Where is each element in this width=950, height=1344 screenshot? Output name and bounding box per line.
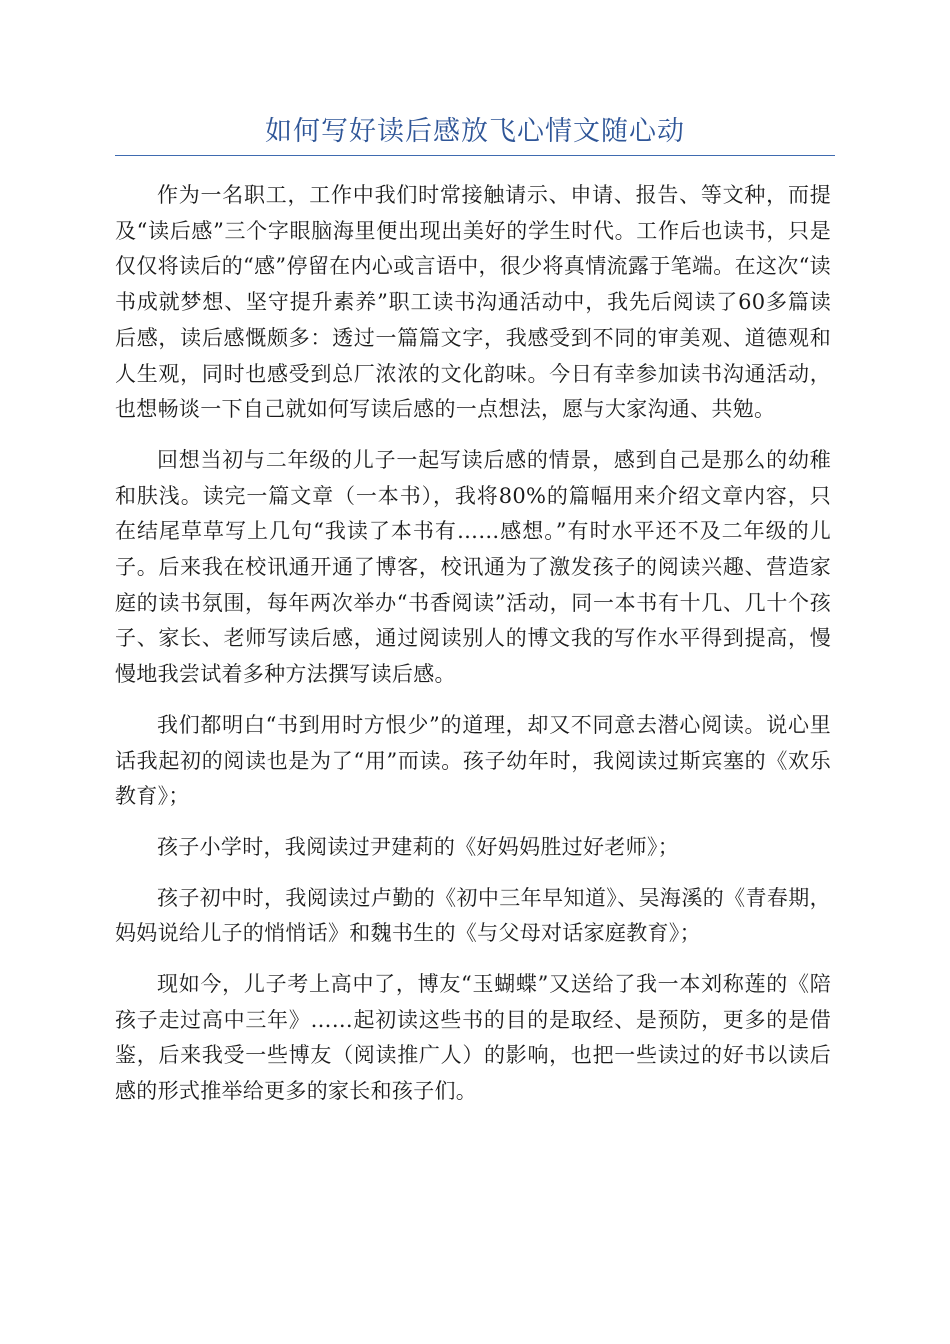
paragraph-3: 我们都明白“书到用时方恨少”的道理，却又不同意去潜心阅读。说心里话我起初的阅读也是为了“用”而读。孩子幼年时，我阅读过斯宾塞的《欢乐教育》； bbox=[115, 712, 831, 809]
paragraph-1: 作为一名职工，工作中我们时常接触请示、申请、报告、等文种，而提及“读后感”三个字眼脑海里便出现出美好的学生时代。工作后也读书，只是仅仅将读后的“感”停留在内心或言语中，很少将真情流露于笔端。在这次“读书成就梦想、坚守提升素养”职工读书沟通活动中，我先后阅读了60多篇读后感，读后感慨颇多：透过一篇篇文字，我感受到不同的审美观、道德观和人生观，同时也感受到总厂浓浓的文化韵味。今日有幸参加读书沟通活动，也想畅谈一下自己就如何写读后感的一点想法，愿与大家沟通、共勉。 bbox=[115, 183, 831, 422]
paragraph-5: 孩子初中时，我阅读过卢勤的《初中三年早知道》、吴海溪的《青春期，妈妈说给儿子的悄悄话》和魏书生的《与父母对话家庭教育》； bbox=[115, 885, 831, 946]
paragraph-2: 回想当初与二年级的儿子一起写读后感的情景，感到自己是那么的幼稚和肤浅。读完一篇文章（一本书），我将80%的篇幅用来介绍文章内容，只在结尾草草写上几句“我读了本书有……感想。”有时水平还不及二年级的儿子。后来我在校讯通开通了博客，校讯通为了激发孩子的阅读兴趣、营造家庭的读书氛围，每年两次举办“书香阅读”活动，同一本书有十几、几十个孩子、家长、老师写读后感，通过阅读别人的博文我的写作水平得到提高，慢慢地我尝试着多种方法撰写读后感。 bbox=[115, 447, 831, 687]
paragraph-6: 现如今，儿子考上高中了，博友“玉蝴蝶”又送给了我一本刘称莲的《陪孩子走过高中三年》……起初读这些书的目的是取经、是预防，更多的是借鉴，后来我受一些博友（阅读推广人）的影响，也把一些读过的好书以读后感的形式推举给更多的家长和孩子们。 bbox=[115, 972, 831, 1104]
title-underline bbox=[115, 155, 835, 156]
paragraph-4: 孩子小学时，我阅读过尹建莉的《好妈妈胜过好老师》； bbox=[157, 834, 679, 859]
document-title: 如何写好读后感放飞心情文随心动 bbox=[265, 116, 685, 147]
document-body bbox=[115, 178, 831, 1125]
